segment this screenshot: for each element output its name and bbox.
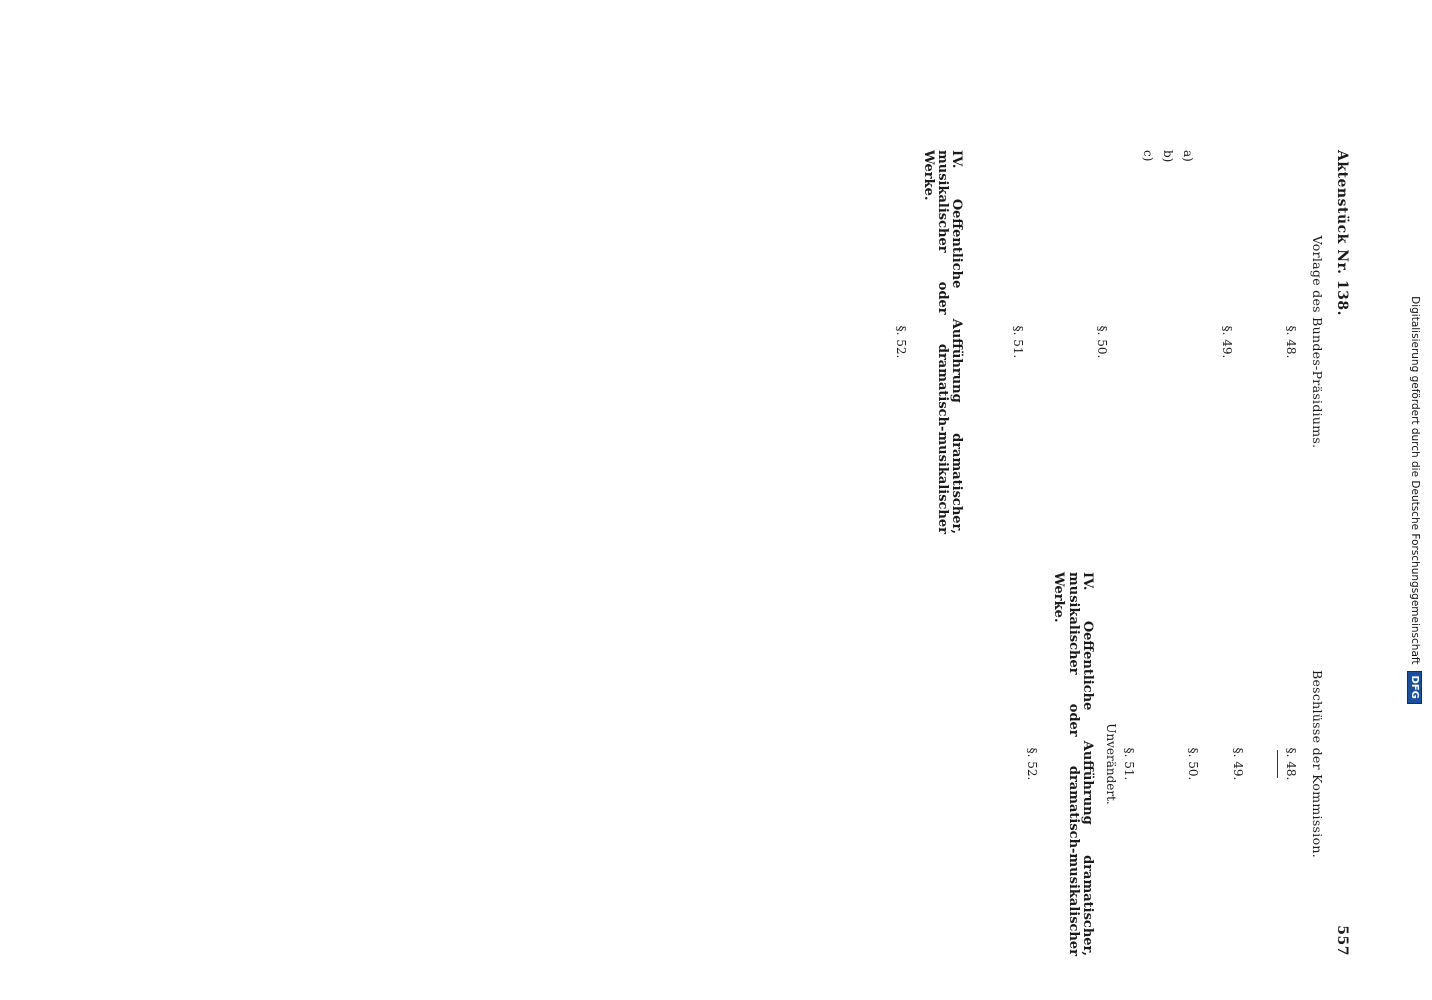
section-52-heading: §. 52.: [894, 325, 909, 359]
digitization-footer: [1404, 0, 1426, 1000]
section-49-intro: [1201, 150, 1215, 534]
section-49-heading: §. 49.: [1230, 747, 1245, 781]
section-49-item-c: [1141, 150, 1155, 534]
column-title-draft: Vorlage des Bundes-Präsidiums.: [1310, 235, 1325, 449]
header-title: Aktenstück Nr. 138.: [1334, 150, 1350, 316]
section-48-heading: §. 48.: [1283, 325, 1298, 359]
item-label: b): [1161, 150, 1176, 163]
section-52-paragraph-2: [856, 150, 870, 534]
section-48-paragraph-2: [1246, 150, 1260, 534]
section-48-heading: §. 48.: [1283, 747, 1298, 781]
section-50-paragraph-3: [1037, 150, 1051, 534]
section-50-heading: §. 50.: [1095, 325, 1110, 359]
column-title-commission: Beschlüsse der Kommission.: [1310, 669, 1325, 859]
page-number: 557: [1334, 925, 1350, 956]
section-50-paragraph-2: [1148, 572, 1162, 956]
section-52-heading: §. 52.: [1025, 747, 1040, 781]
chapter-iv-heading: IV. Oeffentliche Aufführung dramatischer, musikalischer oder dramatisch-musikalischer Werke.: [1051, 572, 1095, 956]
section-52-paragraph-2: [987, 572, 1001, 956]
section-52-paragraph-1: [876, 150, 890, 534]
chapter-iv-heading: IV. Oeffentliche Aufführung dramatischer, musikalischer oder dramatisch-musikalischer Werke.: [920, 150, 964, 534]
dfg-logo-icon: DFG: [1408, 671, 1423, 704]
section-51-paragraph-1: [993, 150, 1007, 534]
section-49-paragraph-1: [1212, 572, 1226, 956]
section-52-paragraph-1: [1007, 572, 1021, 956]
section-51-paragraph-2: [973, 150, 987, 534]
section-50-paragraph-1: [1077, 150, 1091, 534]
section-49-closing: [1121, 150, 1135, 534]
section-51-unchanged: Unverändert.: [1103, 723, 1118, 805]
section-49-item-b: [1161, 150, 1175, 534]
section-49-item-a: [1181, 150, 1195, 534]
item-label: c): [1141, 150, 1156, 162]
column-draft: [850, 150, 1324, 534]
section-50-heading: §. 50.: [1186, 747, 1201, 781]
section-49-heading: §. 49.: [1219, 325, 1234, 359]
footer-credit-text: Digitalisierung gefördert durch die Deutsche Forschungsgemeinschaft: [1409, 296, 1421, 665]
page-header: [1334, 150, 1350, 956]
two-column-layout: [850, 150, 1324, 956]
section-50-paragraph-1: [1168, 572, 1182, 956]
section-51-heading: §. 51.: [1122, 747, 1137, 781]
section-51-heading: §. 51.: [1011, 325, 1026, 359]
section-48-paragraph-1: [1266, 150, 1280, 534]
item-label: a): [1181, 150, 1196, 162]
section-48-paragraph-1: [1257, 572, 1271, 956]
section-divider: [1277, 750, 1278, 778]
section-50-paragraph-2: [1057, 150, 1071, 534]
column-commission: [850, 572, 1324, 956]
